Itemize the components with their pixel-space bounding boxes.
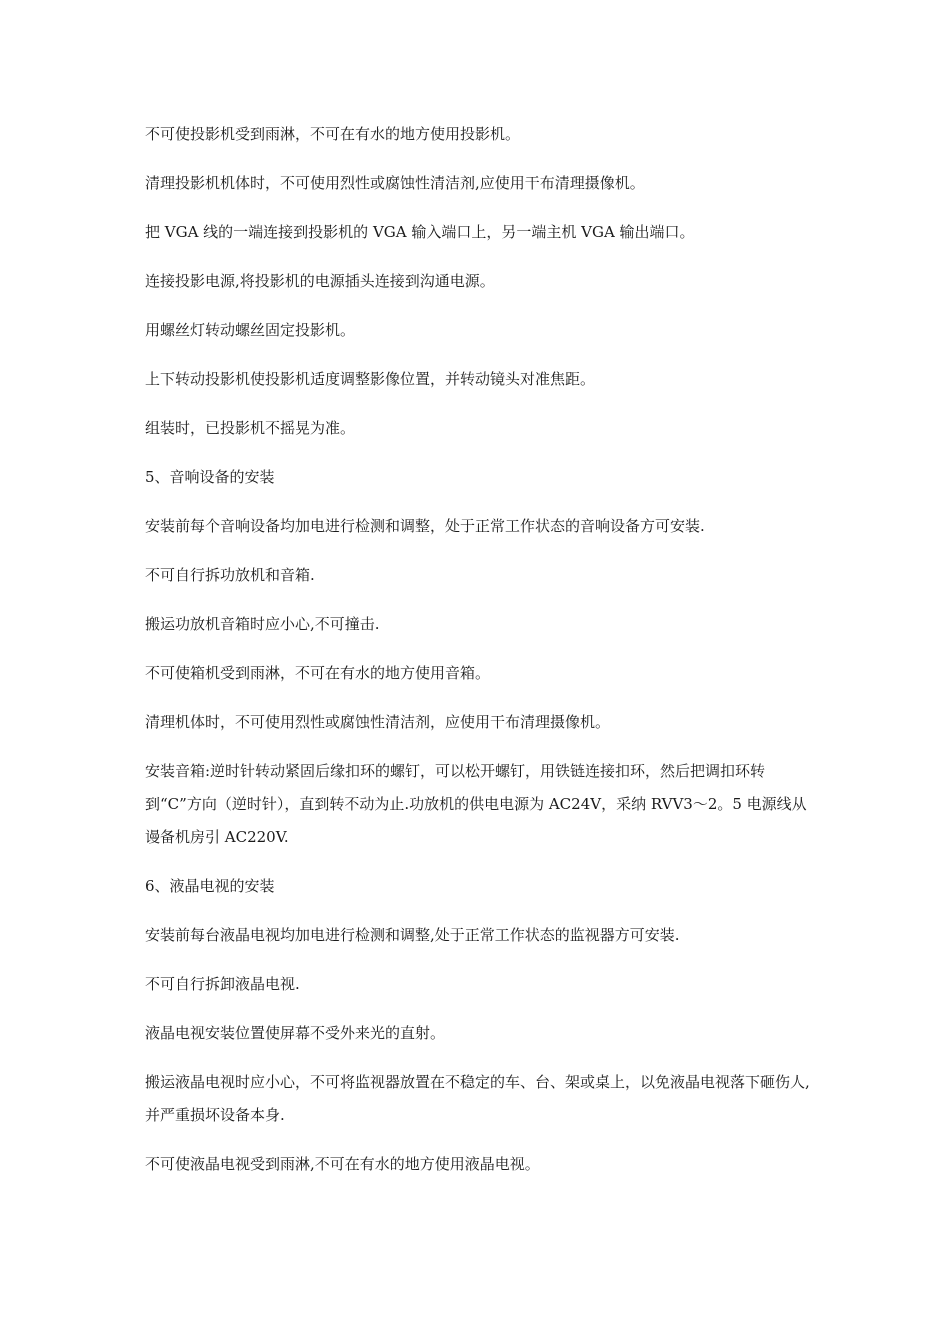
section-heading-audio: 5、音响设备的安装 [145, 468, 275, 486]
paragraph: 安装前每个音响设备均加电进行检测和调整，处于正常工作状态的音响设备方可安装. [145, 517, 705, 535]
paragraph: 液晶电视安装位置使屏幕不受外来光的直射。 [145, 1024, 446, 1042]
document-body [145, 118, 810, 1197]
paragraph: 安装音箱:逆时针转动紧固后缘扣环的螺钉，可以松开螺钉，用铁链连接扣环，然后把调扣环转到“C”方向（逆时针），直到转不动为止.功放机的供电电源为 AC24V，采纳 RVV3～2。5 电源线从谩备机房引 AC220V. [145, 762, 807, 846]
paragraph: 搬运功放机音箱时应小心,不可撞击. [145, 615, 380, 633]
paragraph: 上下转动投影机使投影机适度调整影像位置，并转动镜头对准焦距。 [145, 370, 596, 388]
paragraph: 不可使液晶电视受到雨淋,不可在有水的地方使用液晶电视。 [145, 1155, 540, 1173]
paragraph: 不可自行拆卸液晶电视. [145, 975, 300, 993]
paragraph: 用螺丝灯转动螺丝固定投影机。 [145, 321, 356, 339]
paragraph: 把 VGA 线的一端连接到投影机的 VGA 输入端口上，另一端主机 VGA 输出端口。 [145, 223, 695, 241]
paragraph: 清理机体时，不可使用烈性或腐蚀性清洁剂，应使用干布清理摄像机。 [145, 713, 611, 731]
paragraph: 不可自行拆功放机和音箱. [145, 566, 315, 584]
paragraph: 组装时，已投影机不摇晃为准。 [145, 419, 356, 437]
paragraph: 搬运液晶电视时应小心，不可将监视器放置在不稳定的车、台、架或桌上，以免液晶电视落下砸伤人,并严重损坏设备本身. [145, 1073, 810, 1124]
paragraph: 不可使箱机受到雨淋，不可在有水的地方使用音箱。 [145, 664, 491, 682]
section-heading-lcd: 6、液晶电视的安装 [145, 877, 275, 895]
paragraph: 安装前每台液晶电视均加电进行检测和调整,处于正常工作状态的监视器方可安装. [145, 926, 680, 944]
paragraph: 连接投影电源,将投影机的电源插头连接到沟通电源。 [145, 272, 495, 290]
paragraph: 清理投影机机体时，不可使用烈性或腐蚀性清洁剂,应使用干布清理摄像机。 [145, 174, 645, 192]
paragraph: 不可使投影机受到雨淋，不可在有水的地方使用投影机。 [145, 125, 521, 143]
